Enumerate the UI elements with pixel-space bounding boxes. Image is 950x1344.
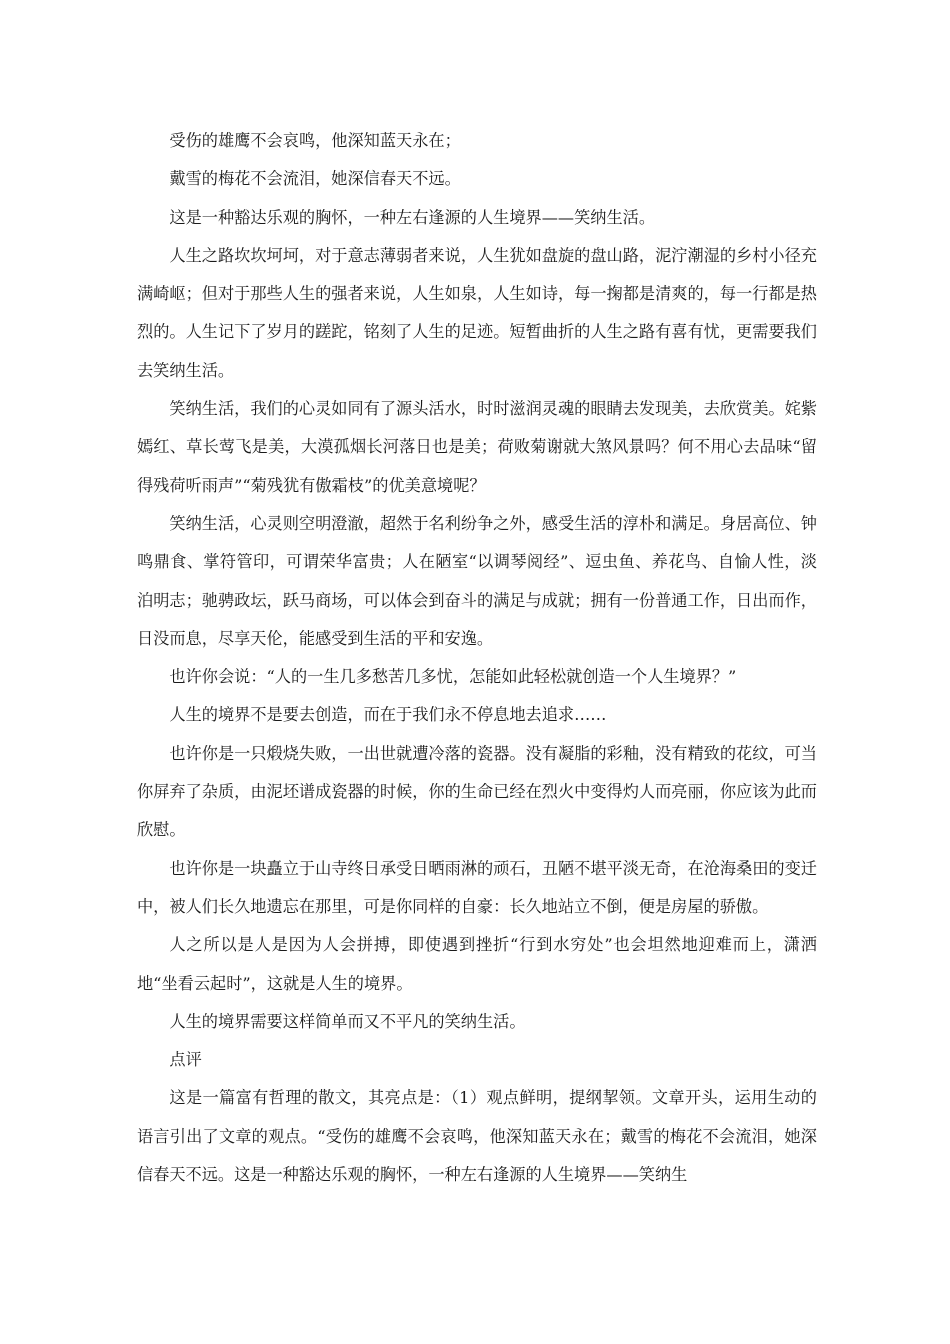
paragraph-life-road: 人生之路坎坎坷坷，对于意志薄弱者来说，人生犹如盘旋的盘山路，泥泞潮湿的乡村小径充满崎岖；但对于那些人生的强者来说，人生如泉，人生如诗，每一掬都是清爽的，每一行都是热烈的。人生记下了岁月的蹉跎，铭刻了人生的足迹。短暂曲折的人生之路有喜有忧，更需要我们去笑纳生活。 — [137, 245, 817, 380]
paragraph-discover-beauty: 笑纳生活，我们的心灵如同有了源头活水，时时滋润灵魂的眼睛去发现美，去欣赏美。姹紫嫣红、草长莺飞是美，大漠孤烟长河落日也是美；荷败菊谢就大煞风景吗？何不用心去品味“留得残荷听雨声”“菊残犹有傲霜枝”的优美意境呢？ — [137, 399, 817, 495]
commentary-paragraph: 这是一篇富有哲理的散文，其亮点是：（1）观点鲜明，提纲挈领。文章开头，运用生动的语言引出了文章的观点。“受伤的雄鹰不会哀鸣，他深知蓝天永在；戴雪的梅花不会流泪，她深信春天不远。这是一种豁达乐观的胸怀，一种左右逢源的人生境界——笑纳生 — [137, 1088, 817, 1185]
paragraph-struggle: 人之所以是人是因为人会拼搏，即使遇到挫折“行到水穷处”也会坦然地迎难而上，潇洒地“坐看云起时”，这就是人生的境界。 — [137, 935, 817, 993]
paragraph-porcelain: 也许你是一只煅烧失败，一出世就遭冷落的瓷器。没有凝脂的彩釉，没有精致的花纹，可当你屏弃了杂质，由泥坯谱成瓷器的时候，你的生命已经在烈火中变得灼人而亮丽，你应该为此而欣慰。 — [137, 743, 817, 840]
paragraph-stone: 也许你是一块矗立于山寺终日承受日晒雨淋的顽石，丑陋不堪平淡无奇，在沧海桑田的变迁中，被人们长久地遗忘在那里，可是你同样的自豪：长久地站立不倒，便是房屋的骄傲。 — [137, 858, 817, 916]
paragraph-you-may-say: 也许你会说：“人的一生几多愁苦几多忧，怎能如此轻松就创造一个人生境界？” — [169, 667, 737, 687]
paragraph-plum-line: 戴雪的梅花不会流泪，她深信春天不远。 — [169, 169, 461, 189]
paragraph-pursuit: 人生的境界不是要去创造，而在于我们永不停息地去追求…… — [169, 705, 607, 725]
paragraph-thesis: 这是一种豁达乐观的胸怀，一种左右逢源的人生境界——笑纳生活。 — [169, 207, 656, 227]
paragraph-clear-heart: 笑纳生活，心灵则空明澄澈，超然于名利纷争之外，感受生活的淳朴和满足。身居高位、钟鸣鼎食、掌符管印，可谓荣华富贵；人在陋室“以调琴阅经”、逗虫鱼、养花鸟、自愉人性，淡泊明志；驰骋政坛，跃马商场，可以体会到奋斗的满足与成就；拥有一份普通工作，日出而作，日没而息，尽享天伦，能感受到生活的平和安逸。 — [137, 513, 817, 648]
commentary-heading: 点评 — [169, 1050, 202, 1070]
essay-body — [137, 122, 817, 1194]
paragraph-conclusion: 人生的境界需要这样简单而又不平凡的笑纳生活。 — [169, 1011, 526, 1031]
paragraph-eagle-line: 受伤的雄鹰不会哀鸣，他深知蓝天永在； — [169, 131, 461, 150]
